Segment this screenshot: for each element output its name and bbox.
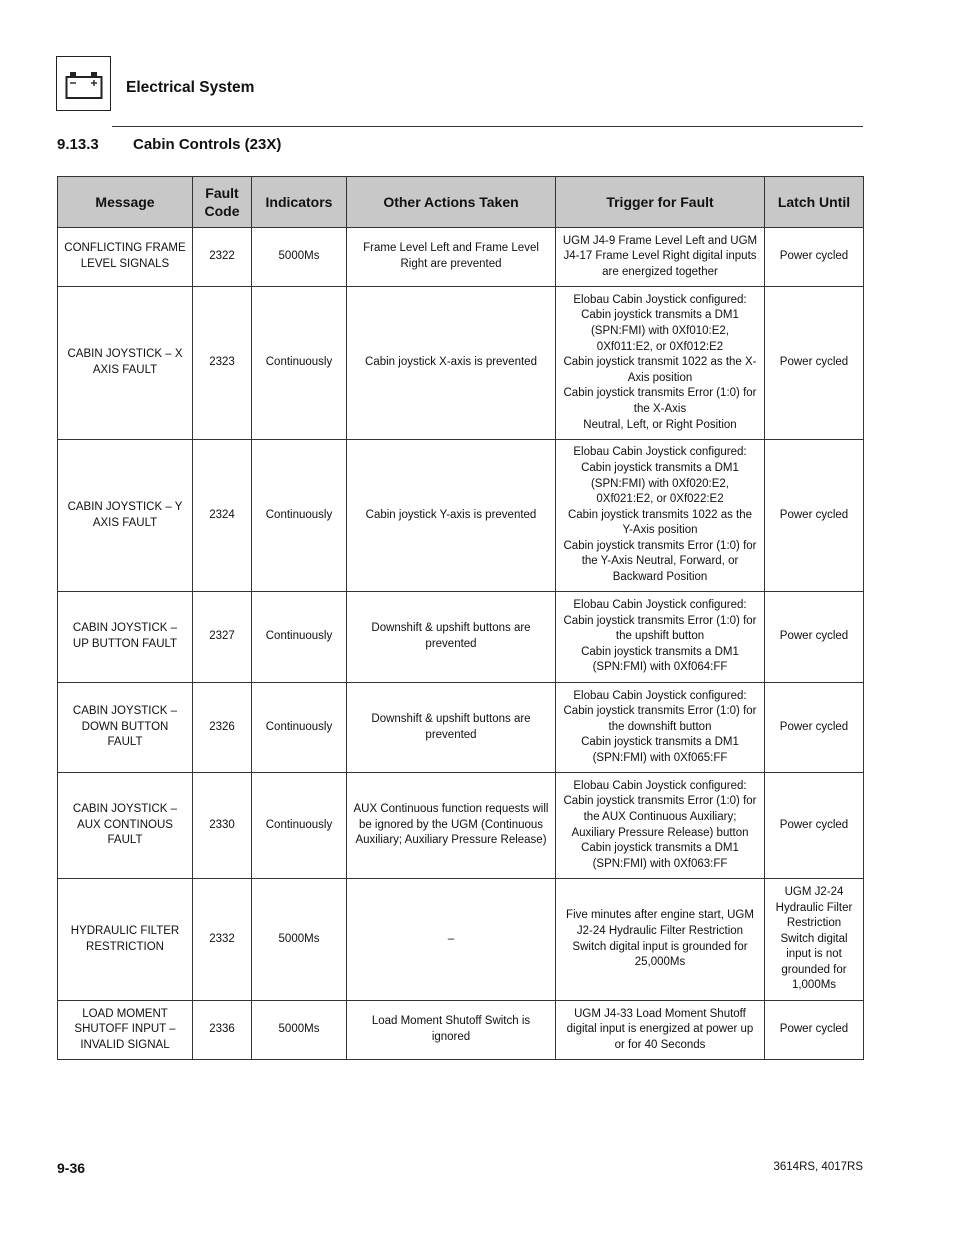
cell-message: HYDRAULIC FILTER RESTRICTION xyxy=(58,879,193,1001)
cell-fault-code: 2323 xyxy=(193,287,252,440)
cell-trigger: UGM J4-9 Frame Level Left and UGM J4-17 Frame Level Right digital inputs are energized together xyxy=(556,228,765,287)
table-row xyxy=(58,440,864,592)
cell-actions: Cabin joystick X-axis is prevented xyxy=(347,287,556,440)
cell-actions: Cabin joystick Y-axis is prevented xyxy=(347,440,556,592)
cell-actions: AUX Continuous function requests will be ignored by the UGM (Continuous Auxiliary; Auxiliary Pressure Release) xyxy=(347,773,556,879)
cell-trigger: UGM J4-33 Load Moment Shutoff digital input is energized at power up or for 40 Seconds xyxy=(556,1001,765,1060)
table-row xyxy=(58,1001,864,1060)
table-row xyxy=(58,773,864,879)
cell-trigger: Elobau Cabin Joystick configured: Cabin joystick transmits a DM1 (SPN:FMI) with 0Xf020:E2, 0Xf021:E2, or 0Xf022:E2 Cabin joystick transmits 1022 as the Y-Axis position Cabin joystick transmits Error (1:0) for the Y-Axis Neutral, Forward, or Backward Position xyxy=(556,440,765,592)
cell-indicators: Continuously xyxy=(252,287,347,440)
cell-indicators: 5000Ms xyxy=(252,228,347,287)
cell-indicators: 5000Ms xyxy=(252,1001,347,1060)
cell-trigger: Elobau Cabin Joystick configured: Cabin joystick transmits Error (1:0) for the upshift button Cabin joystick transmits a DM1 (SPN:FMI) with 0Xf064:FF xyxy=(556,592,765,683)
cell-fault-code: 2324 xyxy=(193,440,252,592)
table-row xyxy=(58,879,864,1001)
model-numbers: 3614RS, 4017RS xyxy=(773,1161,863,1173)
cell-message: CABIN JOYSTICK – AUX CONTINOUS FAULT xyxy=(58,773,193,879)
table-row xyxy=(58,228,864,287)
cell-trigger: Elobau Cabin Joystick configured: Cabin joystick transmits a DM1 (SPN:FMI) with 0Xf010:E2, 0Xf011:E2, or 0Xf012:E2 Cabin joystick transmit 1022 as the X-Axis position Cabin joystick transmits Error (1:0) for the X-Axis Neutral, Left, or Right Position xyxy=(556,287,765,440)
cell-fault-code: 2326 xyxy=(193,683,252,773)
fault-code-header-text: Fault Code xyxy=(204,185,240,219)
table-header-row xyxy=(58,177,864,228)
fault-code-table xyxy=(57,176,864,1060)
cell-latch: Power cycled xyxy=(765,287,864,440)
column-header-indicators: Indicators xyxy=(252,177,347,228)
header-divider xyxy=(112,126,863,127)
column-header-other-actions: Other Actions Taken xyxy=(347,177,556,228)
battery-icon-box xyxy=(56,56,111,111)
cell-actions: Load Moment Shutoff Switch is ignored xyxy=(347,1001,556,1060)
cell-indicators: Continuously xyxy=(252,683,347,773)
cell-latch: Power cycled xyxy=(765,773,864,879)
cell-message: CABIN JOYSTICK – X AXIS FAULT xyxy=(58,287,193,440)
cell-indicators: Continuously xyxy=(252,440,347,592)
subsection-number: 9.13.3 xyxy=(57,136,99,153)
table-row xyxy=(58,592,864,683)
cell-latch: Power cycled xyxy=(765,592,864,683)
cell-indicators: Continuously xyxy=(252,773,347,879)
cell-message: CABIN JOYSTICK – Y AXIS FAULT xyxy=(58,440,193,592)
page-number: 9-36 xyxy=(57,1160,86,1176)
cell-latch: Power cycled xyxy=(765,1001,864,1060)
cell-fault-code: 2327 xyxy=(193,592,252,683)
section-title: Electrical System xyxy=(126,79,255,96)
cell-actions: Downshift & upshift buttons are prevented xyxy=(347,592,556,683)
cell-message: CABIN JOYSTICK – UP BUTTON FAULT xyxy=(58,592,193,683)
subsection-heading xyxy=(57,136,281,153)
cell-fault-code: 2330 xyxy=(193,773,252,879)
cell-actions: Frame Level Left and Frame Level Right are prevented xyxy=(347,228,556,287)
cell-message: LOAD MOMENT SHUTOFF INPUT – INVALID SIGNAL xyxy=(58,1001,193,1060)
cell-trigger: Elobau Cabin Joystick configured: Cabin joystick transmits Error (1:0) for the downshift button Cabin joystick transmits a DM1 (SPN:FMI) with 0Xf065:FF xyxy=(556,683,765,773)
column-header-latch-until: Latch Until xyxy=(765,177,864,228)
cell-fault-code: 2322 xyxy=(193,228,252,287)
table-row xyxy=(58,287,864,440)
cell-trigger: Elobau Cabin Joystick configured: Cabin joystick transmits Error (1:0) for the AUX Continuous Auxiliary; Auxiliary Pressure Release) button Cabin joystick transmits a DM1 (SPN:FMI) with 0Xf063:FF xyxy=(556,773,765,879)
cell-latch: UGM J2-24 Hydraulic Filter Restriction Switch digital input is not grounded for 1,000Ms xyxy=(765,879,864,1001)
subsection-title: Cabin Controls (23X) xyxy=(133,136,282,153)
cell-actions: Downshift & upshift buttons are prevented xyxy=(347,683,556,773)
cell-fault-code: 2332 xyxy=(193,879,252,1001)
cell-indicators: 5000Ms xyxy=(252,879,347,1001)
column-header-message: Message xyxy=(58,177,193,228)
cell-latch: Power cycled xyxy=(765,440,864,592)
cell-latch: Power cycled xyxy=(765,683,864,773)
cell-trigger: Five minutes after engine start, UGM J2-24 Hydraulic Filter Restriction Switch digital input is grounded for 25,000Ms xyxy=(556,879,765,1001)
table-row xyxy=(58,683,864,773)
cell-message: CONFLICTING FRAME LEVEL SIGNALS xyxy=(58,228,193,287)
battery-icon xyxy=(65,71,103,99)
cell-message: CABIN JOYSTICK – DOWN BUTTON FAULT xyxy=(58,683,193,773)
column-header-trigger: Trigger for Fault xyxy=(556,177,765,228)
cell-latch: Power cycled xyxy=(765,228,864,287)
cell-actions: – xyxy=(347,879,556,1001)
cell-fault-code: 2336 xyxy=(193,1001,252,1060)
cell-indicators: Continuously xyxy=(252,592,347,683)
column-header-fault-code xyxy=(193,177,252,228)
